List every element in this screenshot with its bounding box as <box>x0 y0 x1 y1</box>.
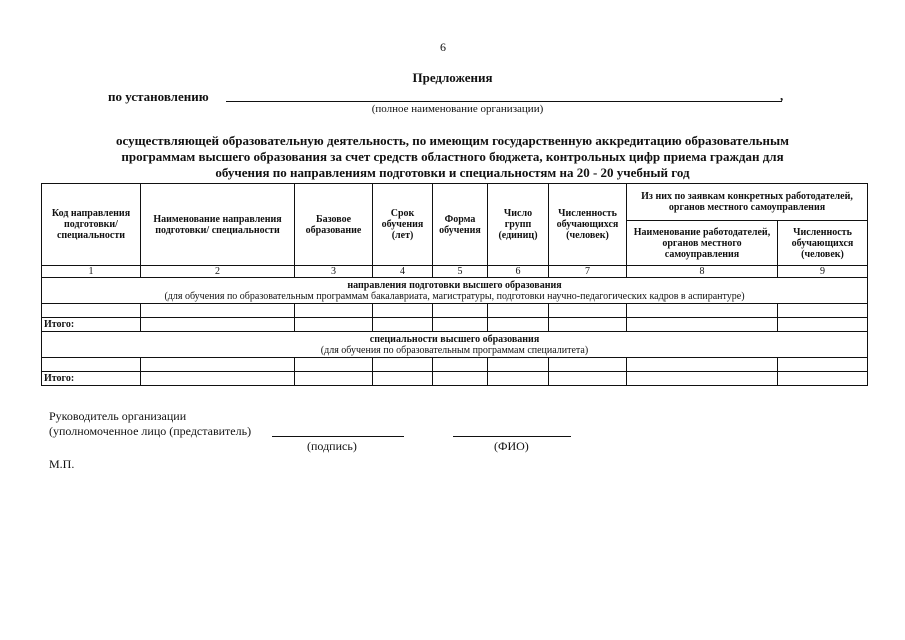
table-cell[interactable] <box>141 304 295 318</box>
head-of-organization-label: Руководитель организации <box>49 409 187 423</box>
representative-label: (уполномоченное лицо (представитель) <box>49 424 252 438</box>
table-cell[interactable] <box>295 304 373 318</box>
column-number-row <box>42 266 868 278</box>
table-cell[interactable] <box>141 372 295 386</box>
document-title: Предложения <box>412 70 493 85</box>
intro-line-2: программам высшего образования за счет средств областного бюджета, контрольных цифр приема граждан для <box>121 149 784 164</box>
col-header-students: Численность обучающихся (человек) <box>549 184 627 266</box>
column-number: 5 <box>433 266 488 278</box>
table-cell[interactable] <box>627 372 778 386</box>
column-number: 8 <box>627 266 778 278</box>
table-cell[interactable] <box>141 358 295 372</box>
table-cell[interactable] <box>433 358 488 372</box>
table-cell[interactable] <box>549 372 627 386</box>
table-cell[interactable] <box>627 318 778 332</box>
table-cell[interactable] <box>488 358 549 372</box>
total-row <box>42 372 868 386</box>
table-cell[interactable] <box>373 372 433 386</box>
table-cell[interactable] <box>42 358 141 372</box>
table-cell[interactable] <box>488 304 549 318</box>
col-header-base-education: Базовое образование <box>295 184 373 266</box>
column-number: 3 <box>295 266 373 278</box>
table-cell[interactable] <box>488 318 549 332</box>
col-header-employer-name: Наименование работодателей, органов местного самоуправления <box>627 221 778 266</box>
col-header-name: Наименование направления подготовки/ специальности <box>141 184 295 266</box>
table-cell[interactable] <box>778 372 868 386</box>
organization-hint: (полное наименование организации) <box>371 103 544 115</box>
section-header-bachelor <box>42 278 868 304</box>
table-cell[interactable] <box>549 304 627 318</box>
table-cell[interactable] <box>549 318 627 332</box>
section-title: направления подготовки высшего образования <box>347 279 562 291</box>
column-number: 7 <box>549 266 627 278</box>
column-number: 1 <box>42 266 141 278</box>
table-cell[interactable] <box>141 318 295 332</box>
column-number: 9 <box>778 266 868 278</box>
table-cell[interactable] <box>295 318 373 332</box>
section-subtitle: (для обучения по образовательным программам бакалавриата, магистратуры, подготовки научно-педагогических кадров в аспирантуре) <box>164 290 745 302</box>
col-header-employer-students: Численность обучающихся (человек) <box>778 221 868 266</box>
admission-table <box>41 183 868 386</box>
table-cell[interactable] <box>488 372 549 386</box>
table-cell[interactable] <box>549 358 627 372</box>
establishment-label: по установлению <box>108 89 209 104</box>
section-header-specialty <box>42 332 868 358</box>
signature-field[interactable] <box>272 436 404 437</box>
organization-name-field[interactable] <box>226 101 782 102</box>
col-header-form: Форма обучения <box>433 184 488 266</box>
table-cell[interactable] <box>433 318 488 332</box>
fio-field[interactable] <box>453 436 571 437</box>
fio-hint: (ФИО) <box>494 439 529 453</box>
total-label: Итого: <box>42 318 141 332</box>
intro-line-1: осуществляющей образовательную деятельность, по имеющим государственную аккредитацию образовательным <box>116 133 789 148</box>
column-number: 6 <box>488 266 549 278</box>
table-cell[interactable] <box>295 372 373 386</box>
col-header-code: Код направления подготовки/ специальности <box>42 184 141 266</box>
table-cell[interactable] <box>627 304 778 318</box>
total-row <box>42 318 868 332</box>
organization-comma: , <box>780 88 784 103</box>
table-cell[interactable] <box>433 304 488 318</box>
table-cell[interactable] <box>373 304 433 318</box>
column-number: 2 <box>141 266 295 278</box>
table-row <box>42 304 868 318</box>
table-cell[interactable] <box>778 318 868 332</box>
intro-line-3: обучения по направлениям подготовки и специальностям на 20 - 20 учебный год <box>215 165 690 180</box>
table-cell[interactable] <box>778 304 868 318</box>
section-title: специальности высшего образования <box>369 333 540 345</box>
col-header-groups: Число групп (единиц) <box>488 184 549 266</box>
page-number: 6 <box>440 40 446 54</box>
signature-hint: (подпись) <box>307 439 357 453</box>
col-header-employer-group: Из них по заявкам конкретных работодателей, органов местного самоуправления <box>627 184 868 221</box>
stamp-label: М.П. <box>49 457 75 471</box>
table-cell[interactable] <box>42 304 141 318</box>
section-subtitle: (для обучения по образовательным программам специалитета) <box>320 344 589 356</box>
col-header-duration: Срок обучения (лет) <box>373 184 433 266</box>
table-cell[interactable] <box>778 358 868 372</box>
table-cell[interactable] <box>627 358 778 372</box>
table-cell[interactable] <box>373 358 433 372</box>
table-cell[interactable] <box>295 358 373 372</box>
table-header-row <box>42 184 868 221</box>
column-number: 4 <box>373 266 433 278</box>
table-cell[interactable] <box>373 318 433 332</box>
total-label: Итого: <box>42 372 141 386</box>
table-row <box>42 358 868 372</box>
table-cell[interactable] <box>433 372 488 386</box>
intro-text <box>0 133 905 181</box>
